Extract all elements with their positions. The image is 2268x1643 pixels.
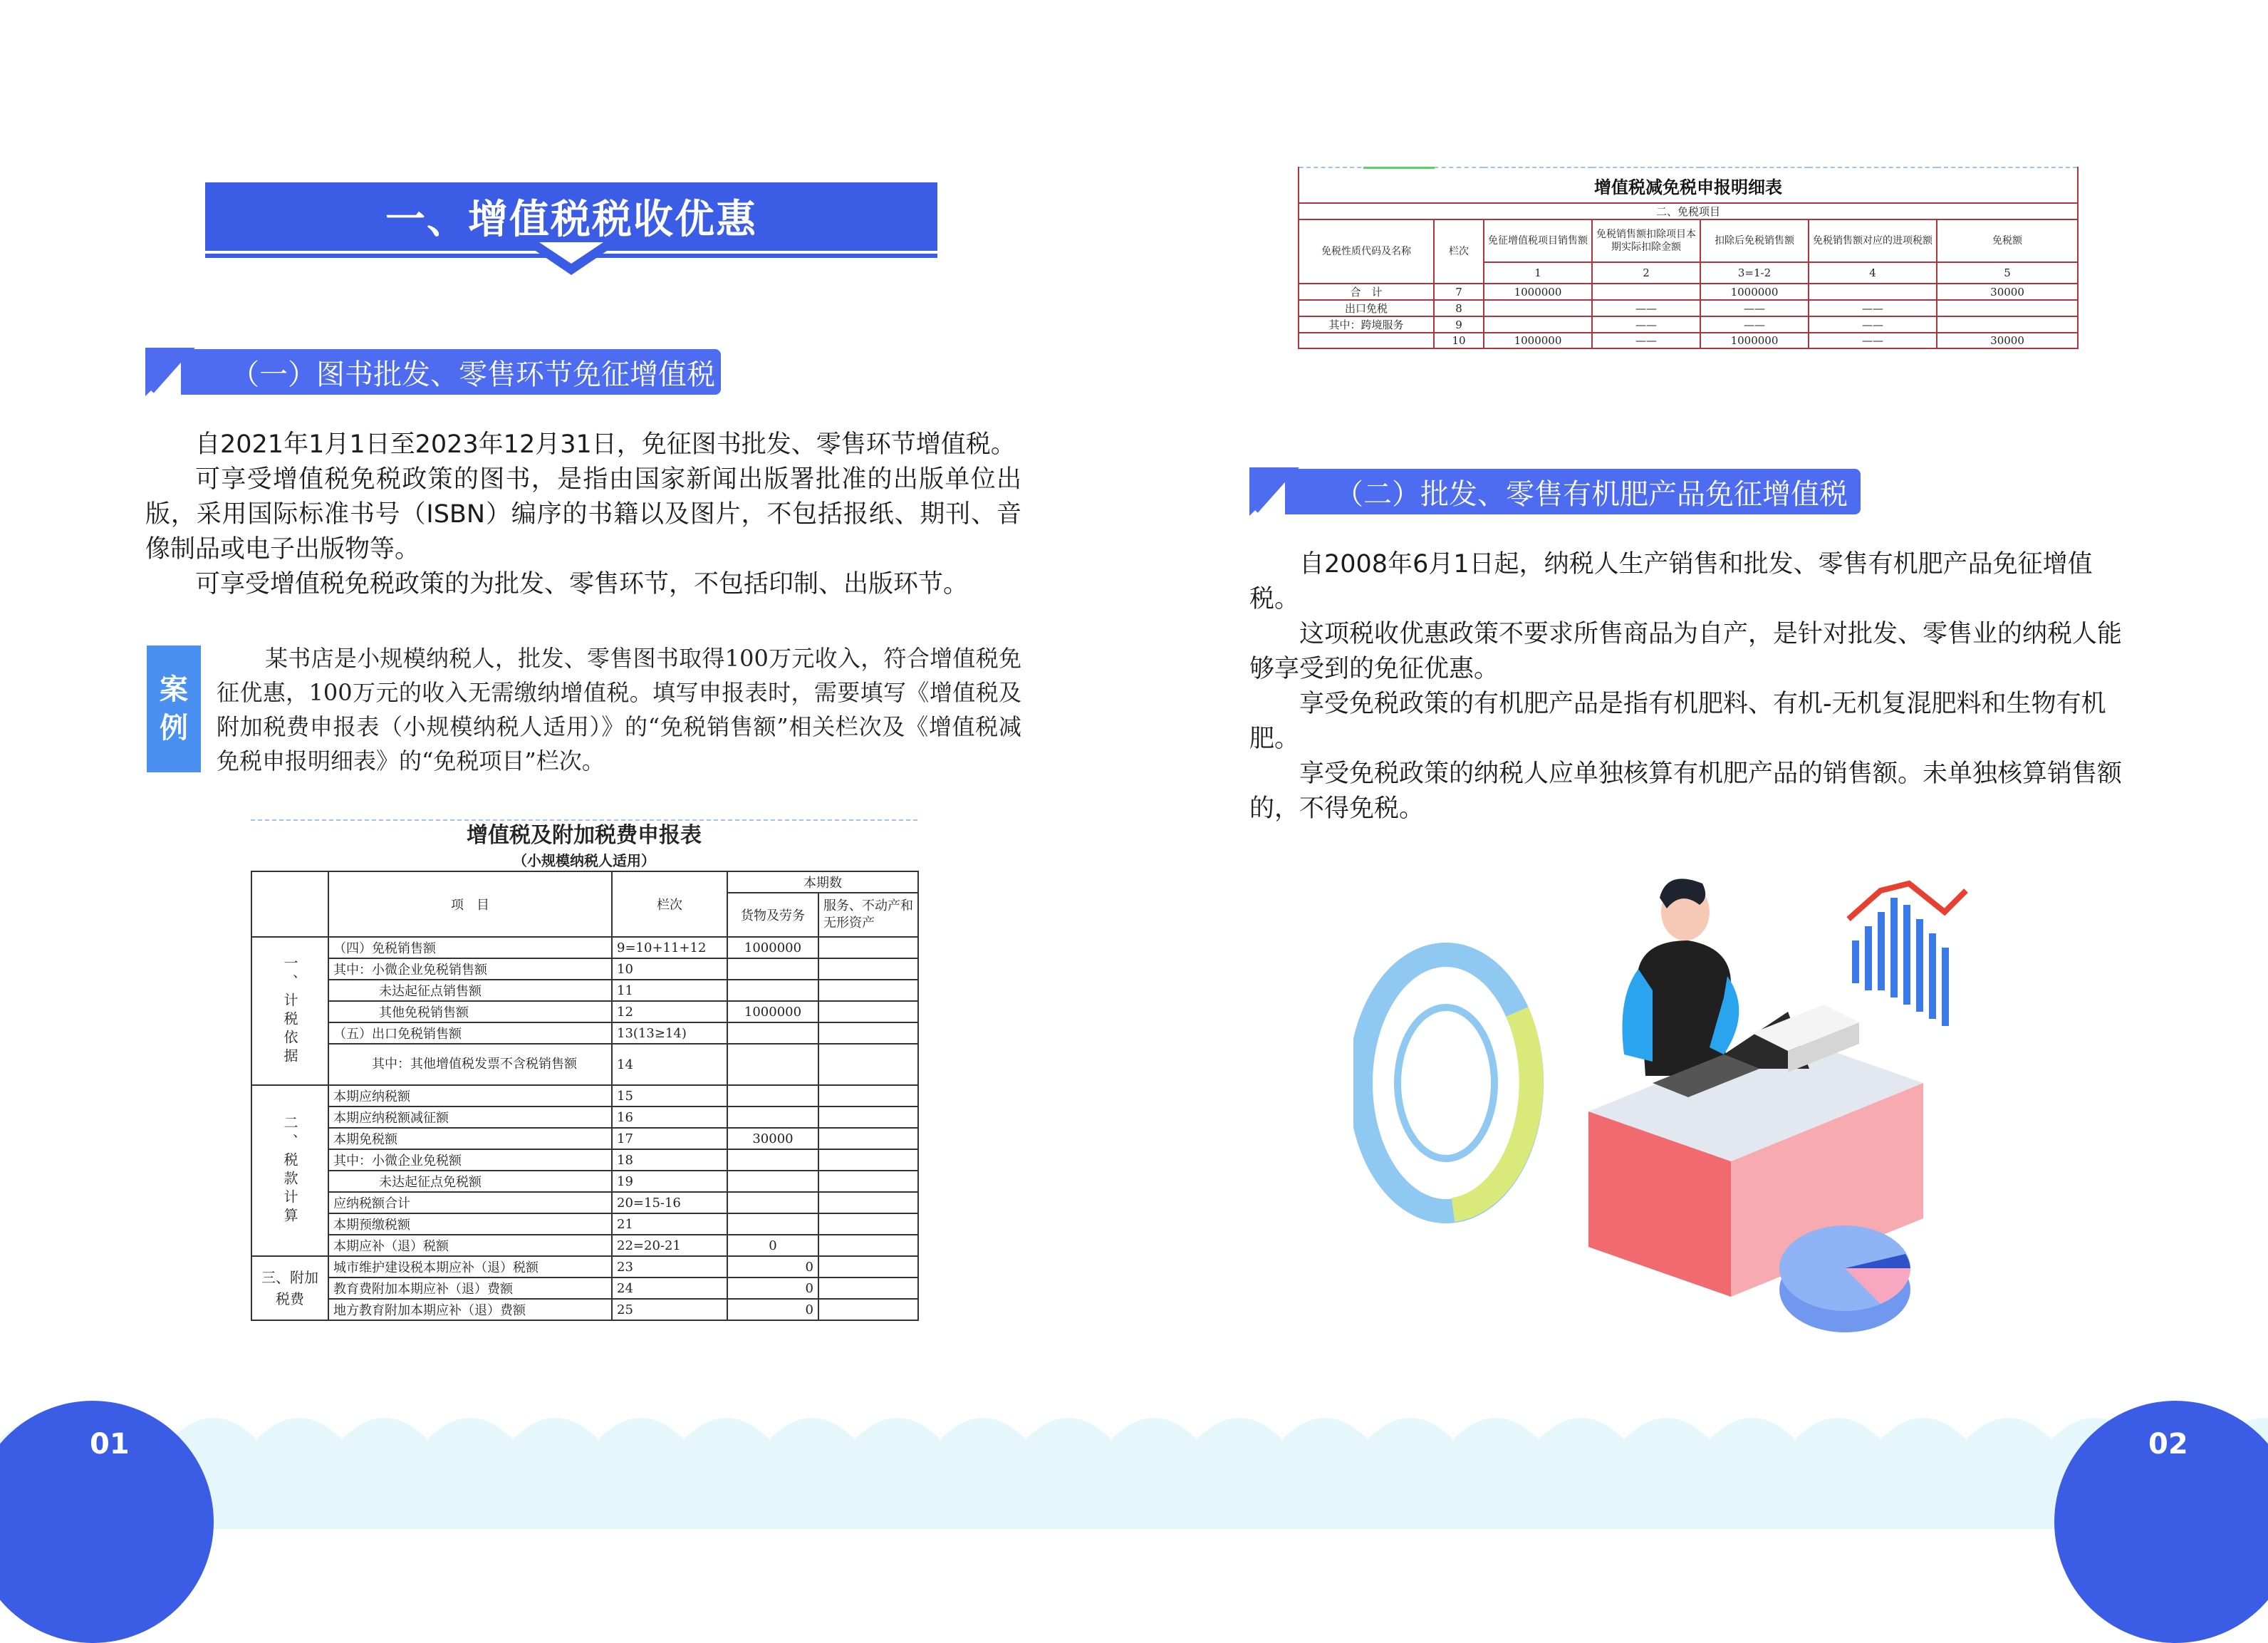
table-goods-cell — [727, 1106, 818, 1128]
table-item-cell: 其中：小微企业免税额 — [328, 1149, 612, 1171]
table-services-cell — [818, 1149, 918, 1171]
table2-cell: 1000000 — [1484, 333, 1592, 348]
table-item-cell: 未达起征点免税额 — [328, 1171, 612, 1192]
paragraph: 享受免税政策的纳税人应单独核算有机肥产品的销售额。未单独核算销售额的，不得免税。 — [1249, 760, 2123, 823]
table-row — [251, 1128, 918, 1149]
paragraph: 享受免税政策的有机肥产品是指有机肥料、有机-无机复混肥料和生物有机肥。 — [1249, 690, 2106, 753]
table-row — [251, 1256, 918, 1277]
table2-index-cell: 5 — [1937, 262, 2078, 284]
table2-cell: 8 — [1434, 300, 1484, 316]
table2-header-cell: 免税性质代码及名称 — [1299, 219, 1434, 284]
table2-cell: —— — [1700, 316, 1809, 333]
table-row — [251, 1171, 918, 1192]
table-item-cell: 其他免税销售额 — [328, 1001, 612, 1022]
table-col-cell: 25 — [612, 1299, 727, 1320]
table-services-cell — [818, 980, 918, 1001]
table1-body — [251, 937, 918, 1320]
table-goods-cell — [727, 1044, 818, 1085]
table2-header-cell: 扣除后免税销售额 — [1700, 219, 1809, 262]
paragraph: 可享受增值税免税政策的图书，是指由国家新闻出版署批准的出版单位出版，采用国际标准书号（ISBN）编序的书籍以及图片，不包括报纸、期刊、音像制品或电子出版物等。 — [145, 465, 1021, 564]
table2-cell: 30000 — [1937, 284, 2078, 300]
table-services-cell — [818, 1235, 918, 1256]
table-goods-cell: 30000 — [727, 1128, 818, 1149]
table2-cell: 7 — [1434, 284, 1484, 300]
table-item-cell: 未达起征点销售额 — [328, 980, 612, 1001]
table-group-cell: 三、附加税费 — [251, 1256, 328, 1320]
table-header-cell: 项 目 — [328, 871, 612, 937]
table-services-cell — [818, 1022, 918, 1044]
case-label-2: 例 — [160, 712, 188, 745]
table-item-cell: 教育费附加本期应补（退）费额 — [328, 1277, 612, 1299]
table-services-cell — [818, 1299, 918, 1320]
table2-header-row — [1299, 219, 2078, 262]
table-row — [1299, 333, 2078, 348]
footer-wave — [0, 1396, 2268, 1529]
table-col-cell: 12 — [612, 1001, 727, 1022]
table-services-cell — [818, 1277, 918, 1299]
table-item-cell: 本期免税额 — [328, 1128, 612, 1149]
table2-cell: —— — [1809, 300, 1937, 316]
relief-detail-table — [1298, 167, 2079, 349]
table2-cell — [1484, 300, 1592, 316]
table-services-cell — [818, 1106, 918, 1128]
table-services-cell — [818, 1128, 918, 1149]
table2-cell: —— — [1592, 316, 1700, 333]
table-col-cell: 11 — [612, 980, 727, 1001]
table2-cell — [1809, 284, 1937, 300]
table1-subtitle: （小规模纳税人适用） — [513, 852, 655, 869]
table2-header-cell: 免税销售额对应的进项税额 — [1809, 219, 1937, 262]
table2-cell — [1299, 333, 1434, 348]
table-row — [251, 980, 918, 1001]
banner-notch-inner — [539, 242, 603, 264]
table-goods-cell: 1000000 — [727, 937, 818, 958]
table2-cell: 10 — [1434, 333, 1484, 348]
case-badge — [147, 646, 201, 772]
left-paragraphs — [145, 427, 1021, 602]
table-goods-cell — [727, 1085, 818, 1106]
section1-title: （一）图书批发、零售环节免征增值税 — [231, 358, 715, 391]
table-item-cell: （四）免税销售额 — [328, 937, 612, 958]
table-col-cell: 10 — [612, 958, 727, 980]
table-item-cell: 本期应纳税额减征额 — [328, 1106, 612, 1128]
table2-cell: —— — [1592, 300, 1700, 316]
table-goods-cell: 0 — [727, 1277, 818, 1299]
table2-index-cell: 3=1-2 — [1700, 262, 1809, 284]
table-col-cell: 17 — [612, 1128, 727, 1149]
table-header-cell — [251, 871, 328, 937]
table-row — [251, 1235, 918, 1256]
table2-index-cell: 1 — [1484, 262, 1592, 284]
table-col-cell: 20=15-16 — [612, 1192, 727, 1213]
table2-cell: —— — [1700, 300, 1809, 316]
vat-return-table-block — [251, 819, 917, 1321]
section2-bar — [1285, 469, 1861, 514]
table-row — [251, 1106, 918, 1128]
table-col-cell: 9=10+11+12 — [612, 937, 727, 958]
table2-index-cell: 4 — [1809, 262, 1937, 284]
table-services-cell — [818, 958, 918, 980]
table-item-cell: （五）出口免税销售额 — [328, 1022, 612, 1044]
table-goods-cell — [727, 1022, 818, 1044]
person-icon — [1623, 878, 1739, 1076]
table-group-cell: 二、税款计算 — [251, 1085, 328, 1256]
table-goods-cell: 1000000 — [727, 1001, 818, 1022]
table-goods-cell: 0 — [727, 1256, 818, 1277]
table2-cell: 1000000 — [1484, 284, 1592, 300]
table-row — [251, 937, 918, 958]
case-label-1: 案 — [160, 673, 188, 706]
table-header-cell: 栏次 — [612, 871, 727, 937]
table2-cell: 1000000 — [1700, 333, 1809, 348]
table2-cell: —— — [1592, 333, 1700, 348]
table2-cell: 出口免税 — [1299, 300, 1434, 316]
table2-header-cell: 免税额 — [1937, 219, 2078, 262]
paragraph: 这项税收优惠政策不要求所售商品为自产，是针对批发、零售业的纳税人能够享受到的免征优惠。 — [1249, 620, 2123, 683]
office-worker-illustration — [1353, 869, 2009, 1339]
table-header-cell: 本期数 — [727, 871, 918, 893]
table-item-cell: 其中：小微企业免税销售额 — [328, 958, 612, 980]
table-item-cell: 本期应补（退）税额 — [328, 1235, 612, 1256]
pie-chart-icon — [1779, 1225, 1910, 1332]
table2-title: 增值税减免税申报明细表 — [1299, 167, 2078, 203]
table-col-cell: 15 — [612, 1085, 727, 1106]
table2-header-cell: 免征增值税项目销售额 — [1484, 219, 1592, 262]
table-services-cell — [818, 937, 918, 958]
table-row — [251, 1192, 918, 1213]
table2-cell — [1937, 300, 2078, 316]
table-item-cell: 地方教育附加本期应补（退）费额 — [328, 1299, 612, 1320]
table-goods-cell — [727, 958, 818, 980]
table-row — [1299, 300, 2078, 316]
table2-header-cell: 免税销售额扣除项目本期实际扣除金额 — [1592, 219, 1700, 262]
table-row — [251, 1149, 918, 1171]
table-services-cell — [818, 1171, 918, 1192]
table-col-cell: 24 — [612, 1277, 727, 1299]
main-title: 一、增值税税收优惠 — [385, 197, 757, 243]
table-goods-cell — [727, 1171, 818, 1192]
table2-cell: 合 计 — [1299, 284, 1434, 300]
table-row — [251, 1213, 918, 1235]
table-row — [1299, 284, 2078, 300]
table1-title: 增值税及附加税费申报表 — [251, 819, 917, 851]
table2-cell: 30000 — [1937, 333, 2078, 348]
main-title-banner — [205, 182, 937, 251]
table-item-cell: 其中：其他增值税发票不含税销售额 — [328, 1044, 612, 1085]
table-row — [251, 1001, 918, 1022]
relief-detail-table-block — [1298, 167, 2077, 349]
table-col-cell: 14 — [612, 1044, 727, 1085]
table-col-cell: 13(13≥14) — [612, 1022, 727, 1044]
table2-cell: —— — [1809, 316, 1937, 333]
green-accent-line — [1363, 167, 1435, 169]
table2-header-cell: 栏次 — [1434, 219, 1484, 284]
table2-cell: 其中：跨境服务 — [1299, 316, 1434, 333]
paragraph: 可享受增值税免税政策的为批发、零售环节，不包括印制、出版环节。 — [195, 570, 969, 598]
table-services-cell — [818, 1192, 918, 1213]
table-services-cell — [818, 1213, 918, 1235]
table2-cell: 9 — [1434, 316, 1484, 333]
table-goods-cell — [727, 1149, 818, 1171]
table-col-cell: 21 — [612, 1213, 727, 1235]
table-item-cell: 应纳税额合计 — [328, 1192, 612, 1213]
page-number-left: 01 — [90, 1428, 130, 1461]
page-number-right: 02 — [2148, 1428, 2188, 1461]
table2-cell — [1592, 284, 1700, 300]
table2-cell: 1000000 — [1700, 284, 1809, 300]
right-paragraphs — [1249, 547, 2128, 826]
table-row — [251, 1277, 918, 1299]
table-row — [251, 1022, 918, 1044]
table-header-cell: 货物及劳务 — [727, 893, 818, 937]
table2-cell — [1484, 316, 1592, 333]
table-row — [251, 1085, 918, 1106]
table-col-cell: 19 — [612, 1171, 727, 1192]
table-item-cell: 城市维护建设税本期应补（退）税额 — [328, 1256, 612, 1277]
section1-header — [145, 348, 721, 396]
table-row — [251, 1299, 918, 1320]
table2-section: 二、免税项目 — [1299, 203, 2078, 219]
bar-chart-icon — [1848, 883, 1966, 1026]
table-row — [1299, 316, 2078, 333]
table-services-cell — [818, 1085, 918, 1106]
section2-title: （二）批发、零售有机肥产品免征增值税 — [1335, 477, 1848, 511]
paragraph: 自2021年1月1日至2023年12月31日，免征图书批发、零售环节增值税。 — [195, 430, 1016, 459]
table-col-cell: 23 — [612, 1256, 727, 1277]
table-col-cell: 22=20-21 — [612, 1235, 727, 1256]
table-services-cell — [818, 1001, 918, 1022]
case-text: 某书店是小规模纳税人，批发、零售图书取得100万元收入，符合增值税免征优惠，100万元的收入无需缴纳增值税。填写申报表时，需要填写《增值税及附加税费申报表（小规模纳税人适用）》的“免税销售额”相关栏次及《增值税减免税申报明细表》的“免税项目”栏次。 — [217, 645, 1021, 774]
table-col-cell: 16 — [612, 1106, 727, 1128]
section1-bar — [181, 349, 721, 395]
table-services-cell — [818, 1256, 918, 1277]
table-goods-cell: 0 — [727, 1299, 818, 1320]
table2-index-cell: 2 — [1592, 262, 1700, 284]
table2-body — [1299, 284, 2078, 348]
table-goods-cell — [727, 980, 818, 1001]
table2-cell — [1937, 316, 2078, 333]
section2-header — [1249, 467, 1861, 516]
ring-chart-icon — [1361, 955, 1531, 1211]
table-item-cell: 本期应纳税额 — [328, 1085, 612, 1106]
table2-cell: —— — [1809, 333, 1937, 348]
table-services-cell — [818, 1044, 918, 1085]
table-goods-cell — [727, 1192, 818, 1213]
table-group-cell: 一、计税依据 — [251, 937, 328, 1085]
table-item-cell: 本期预缴税额 — [328, 1213, 612, 1235]
table-row — [251, 958, 918, 980]
table-row — [251, 1044, 918, 1085]
table-goods-cell — [727, 1213, 818, 1235]
table-header-cell: 服务、不动产和无形资产 — [818, 893, 918, 937]
table-goods-cell: 0 — [727, 1235, 818, 1256]
paragraph: 自2008年6月1日起，纳税人生产销售和批发、零售有机肥产品免征增值税。 — [1249, 550, 2093, 613]
vat-return-table — [251, 871, 919, 1321]
table-col-cell: 18 — [612, 1149, 727, 1171]
